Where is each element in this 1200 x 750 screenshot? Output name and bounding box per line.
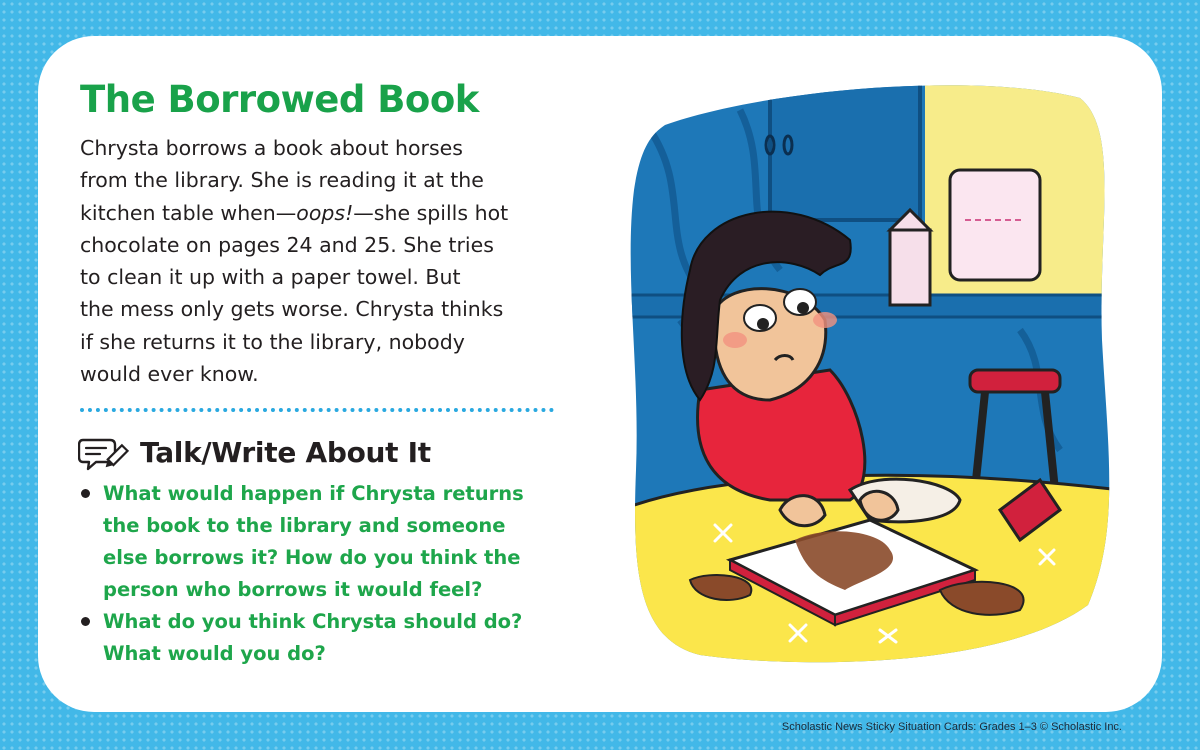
story-text-run: would ever know. <box>80 362 259 387</box>
story-text-run: —she spills hot <box>353 200 509 225</box>
question-line: the book to the library and someone <box>103 514 506 537</box>
story-text-run: to clean it up with a paper towel. But <box>80 265 461 290</box>
story-text-run: Chrysta borrows a book about horses <box>80 136 463 160</box>
question-line: What would happen if Chrysta returns <box>103 482 524 505</box>
question-line: person who borrows it would feel? <box>103 578 483 601</box>
dotted-divider <box>80 408 554 412</box>
bullet-icon <box>81 617 90 626</box>
story-line <box>80 326 560 358</box>
story-line <box>80 132 560 164</box>
story-emphasis: oops! <box>296 200 354 225</box>
story-line <box>80 358 560 390</box>
speech-bubble-pencil-icon <box>78 436 130 476</box>
story-line <box>80 293 560 325</box>
discussion-questions <box>80 478 560 670</box>
bullet-icon <box>81 489 90 498</box>
discussion-question <box>80 606 560 670</box>
story-text-run: from the library. She is reading it at the <box>80 168 484 193</box>
story-line <box>80 164 560 196</box>
illustration-girl-spilled-cocoa <box>620 70 1120 670</box>
milk-carton <box>890 230 930 305</box>
story-text-run: chocolate on pages 24 and 25. She tries <box>80 232 494 257</box>
question-line: What do you think Chrysta should do? <box>103 610 523 633</box>
story-text-run: kitchen table when— <box>80 200 297 225</box>
story-line <box>80 197 560 229</box>
paper-towel-roll <box>950 170 1040 280</box>
story-line <box>80 261 560 293</box>
discussion-heading: Talk/Write About It <box>140 436 431 469</box>
story-line <box>80 229 560 261</box>
story-text-run: the mess only gets worse. Chrysta thinks <box>80 297 504 322</box>
story-text <box>80 132 560 390</box>
question-line: What would you do? <box>103 642 326 665</box>
stool <box>970 370 1060 392</box>
card-title: The Borrowed Book <box>80 78 479 121</box>
question-line: else borrows it? How do you think the <box>103 546 521 569</box>
story-text-run: if she returns it to the library, nobody <box>80 329 465 354</box>
discussion-question <box>80 478 560 606</box>
copyright-credit: Scholastic News Sticky Situation Cards: Grades 1–3 © Scholastic Inc. <box>781 721 1122 733</box>
